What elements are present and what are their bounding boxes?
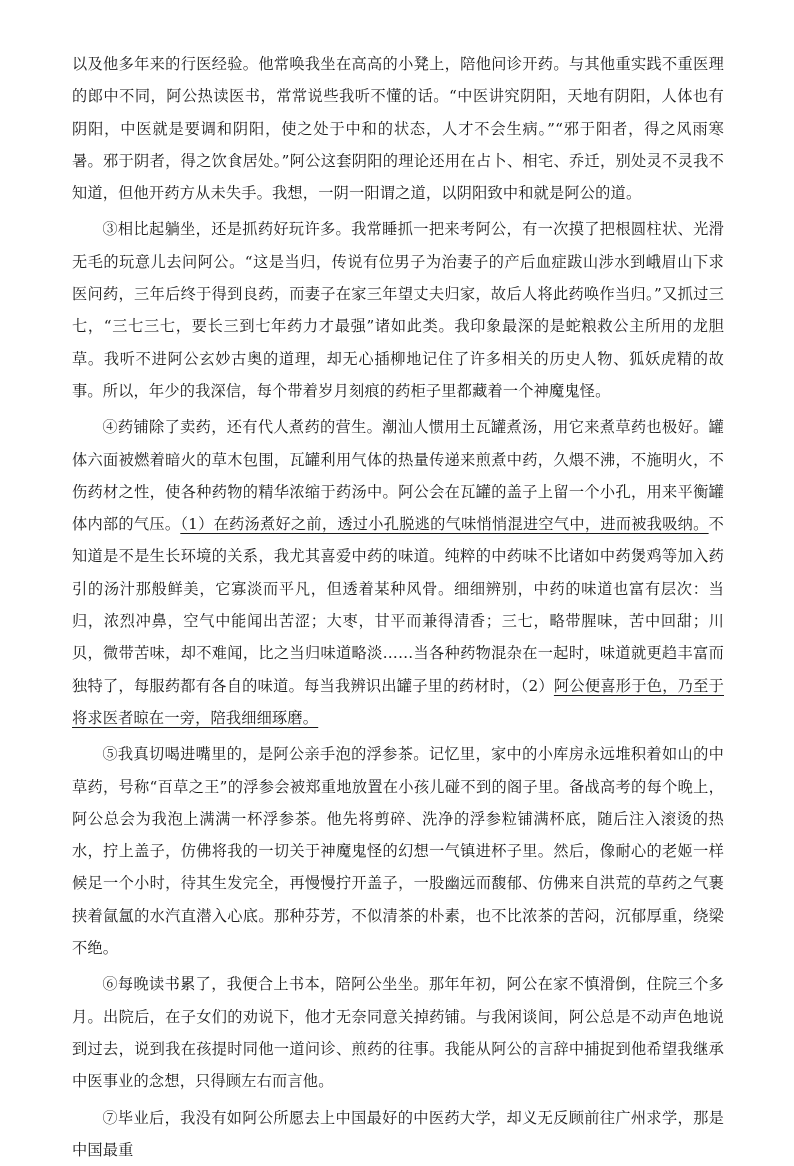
document-page: [72, 48, 724, 1166]
paragraph-text: ⑥每晚读书累了，我便合上书本，陪阿公坐坐。那年年初，阿公在家不慎滑倒，住院三个多月。出院后，在子女们的劝说下，他才无奈同意关掉药铺。与我闲谈间，阿公总是不动声色地说到过去，说到我在孩提时同他一道问诊、煎药的往事。我能从阿公的言辞中捕捉到他希望我继承中医事业的念想，只得顾左右而言他。: [72, 975, 724, 1090]
paragraph-4: [72, 411, 724, 734]
paragraph-text: ⑦毕业后，我没有如阿公所愿去上中国最好的中医药大学，却义无反顾前往广州求学，那是中国最重: [72, 1109, 724, 1159]
underlined-sentence-1: （1）在药汤煮好之前，透过小孔脱逃的气味悄悄混进空气中，进而被我吸纳。: [180, 515, 708, 533]
paragraph-text: 以及他多年来的行医经验。他常唤我坐在高高的小凳上，陪他问诊开药。与其他重实践不重医理的郎中不同，阿公热读医书，常常说些我听不懂的话。“中医讲究阴阳，天地有阴阳，人体也有阴阳，中医就是要调和阴阳，使之处于中和的状态，人才不会生病。”“邪于阳者，得之风雨寒暑。邪于阴者，得之饮食居处。”阿公这套阴阳的理论还用在占卜、相宅、乔迁，别处灵不灵我不知道，但他开药方从未失手。我想，一阴一阳谓之道，以阴阳致中和就是阿公的道。: [72, 55, 724, 202]
paragraph-7: [72, 1102, 724, 1166]
paragraph-text: 不知道是不是生长环境的关系，我尤其喜爱中药的味道。纯粹的中药味不比诸如中药煲鸡等加入药引的汤汁那般鲜美，它寡淡而平凡，但透着某种风骨。细细辨别，中药的味道也富有层次：当归，浓烈冲鼻，空气中能闻出苦涩；大枣，甘平而兼得清香；三七，略带腥味，苦中回甜；川贝，微带苦味，却不难闻，比之当归味道略淡……当各种药物混杂在一起时，味道就更趋丰富而独特了，每服药都有各自的味道。每当我辨识出罐子里的药材时，（2）: [72, 515, 724, 694]
paragraph-text: ③相比起躺坐，还是抓药好玩许多。我常睡抓一把来考阿公，有一次摸了把根圆柱状、光滑无毛的玩意儿去问阿公。“这是当归，传说有位男子为治妻子的产后血症跋山涉水到峨眉山下求医问药，三年后终于得到良药，而妻子在家三年望丈夫归家，故后人将此药唤作当归。”又抓过三七，“三七三七，要长三到七年药力才最强”诸如此类。我印象最深的是蛇粮救公主所用的龙胆草。我听不进阿公玄妙古奥的道理，却无心插柳地记住了许多相关的历史人物、狐妖虎精的故事。所以，年少的我深信，每个带着岁月刻痕的药柜子里都藏着一个神魔鬼怪。: [72, 220, 724, 399]
paragraph-2-continued: [72, 48, 724, 209]
paragraph-3: [72, 213, 724, 407]
paragraph-text: ⑤我真切喝进嘴里的，是阿公亲手泡的浮参茶。记忆里，家中的小库房永远堆积着如山的中草药，号称“百草之王”的浮参会被郑重地放置在小孩儿碰不到的阁子里。备战高考的每个晚上，阿公总会为我泡上满满一杯浮参茶。他先将剪碎、洗净的浮参粒铺满杯底，随后注入滚烫的热水，拧上盖子，仿佛将我的一切关于神魔鬼怪的幻想一气镇进杯子里。然后，像耐心的老姬一样候足一个小时，待其生发完全，再慢慢拧开盖子，一股幽远而馥郁、仿佛来自洪荒的草药之气裹挟着氤氲的水汽直潜入心底。那种芬芳，不似清茶的朴素，也不比浓茶的苦闷，沉郁厚重，绕梁不绝。: [72, 745, 724, 957]
underlined-sentence-2: 阿公便喜形于色，乃至于将求医者晾在一旁，陪我细细琢磨。: [72, 677, 724, 727]
paragraph-5: [72, 738, 724, 964]
paragraph-text: ④药铺除了卖药，还有代人煮药的营生。潮汕人惯用土瓦罐煮汤，用它来煮草药也极好。罐体六面被燃着暗火的草木包围，瓦罐利用气体的热量传递来煎煮中药，久煨不沸，不施明火，不伤药材之性，使各种药物的精华浓缩于药汤中。阿公会在瓦罐的盖子上留一个小孔，用来平衡罐体内部的气压。: [72, 418, 724, 533]
paragraph-6: [72, 968, 724, 1097]
